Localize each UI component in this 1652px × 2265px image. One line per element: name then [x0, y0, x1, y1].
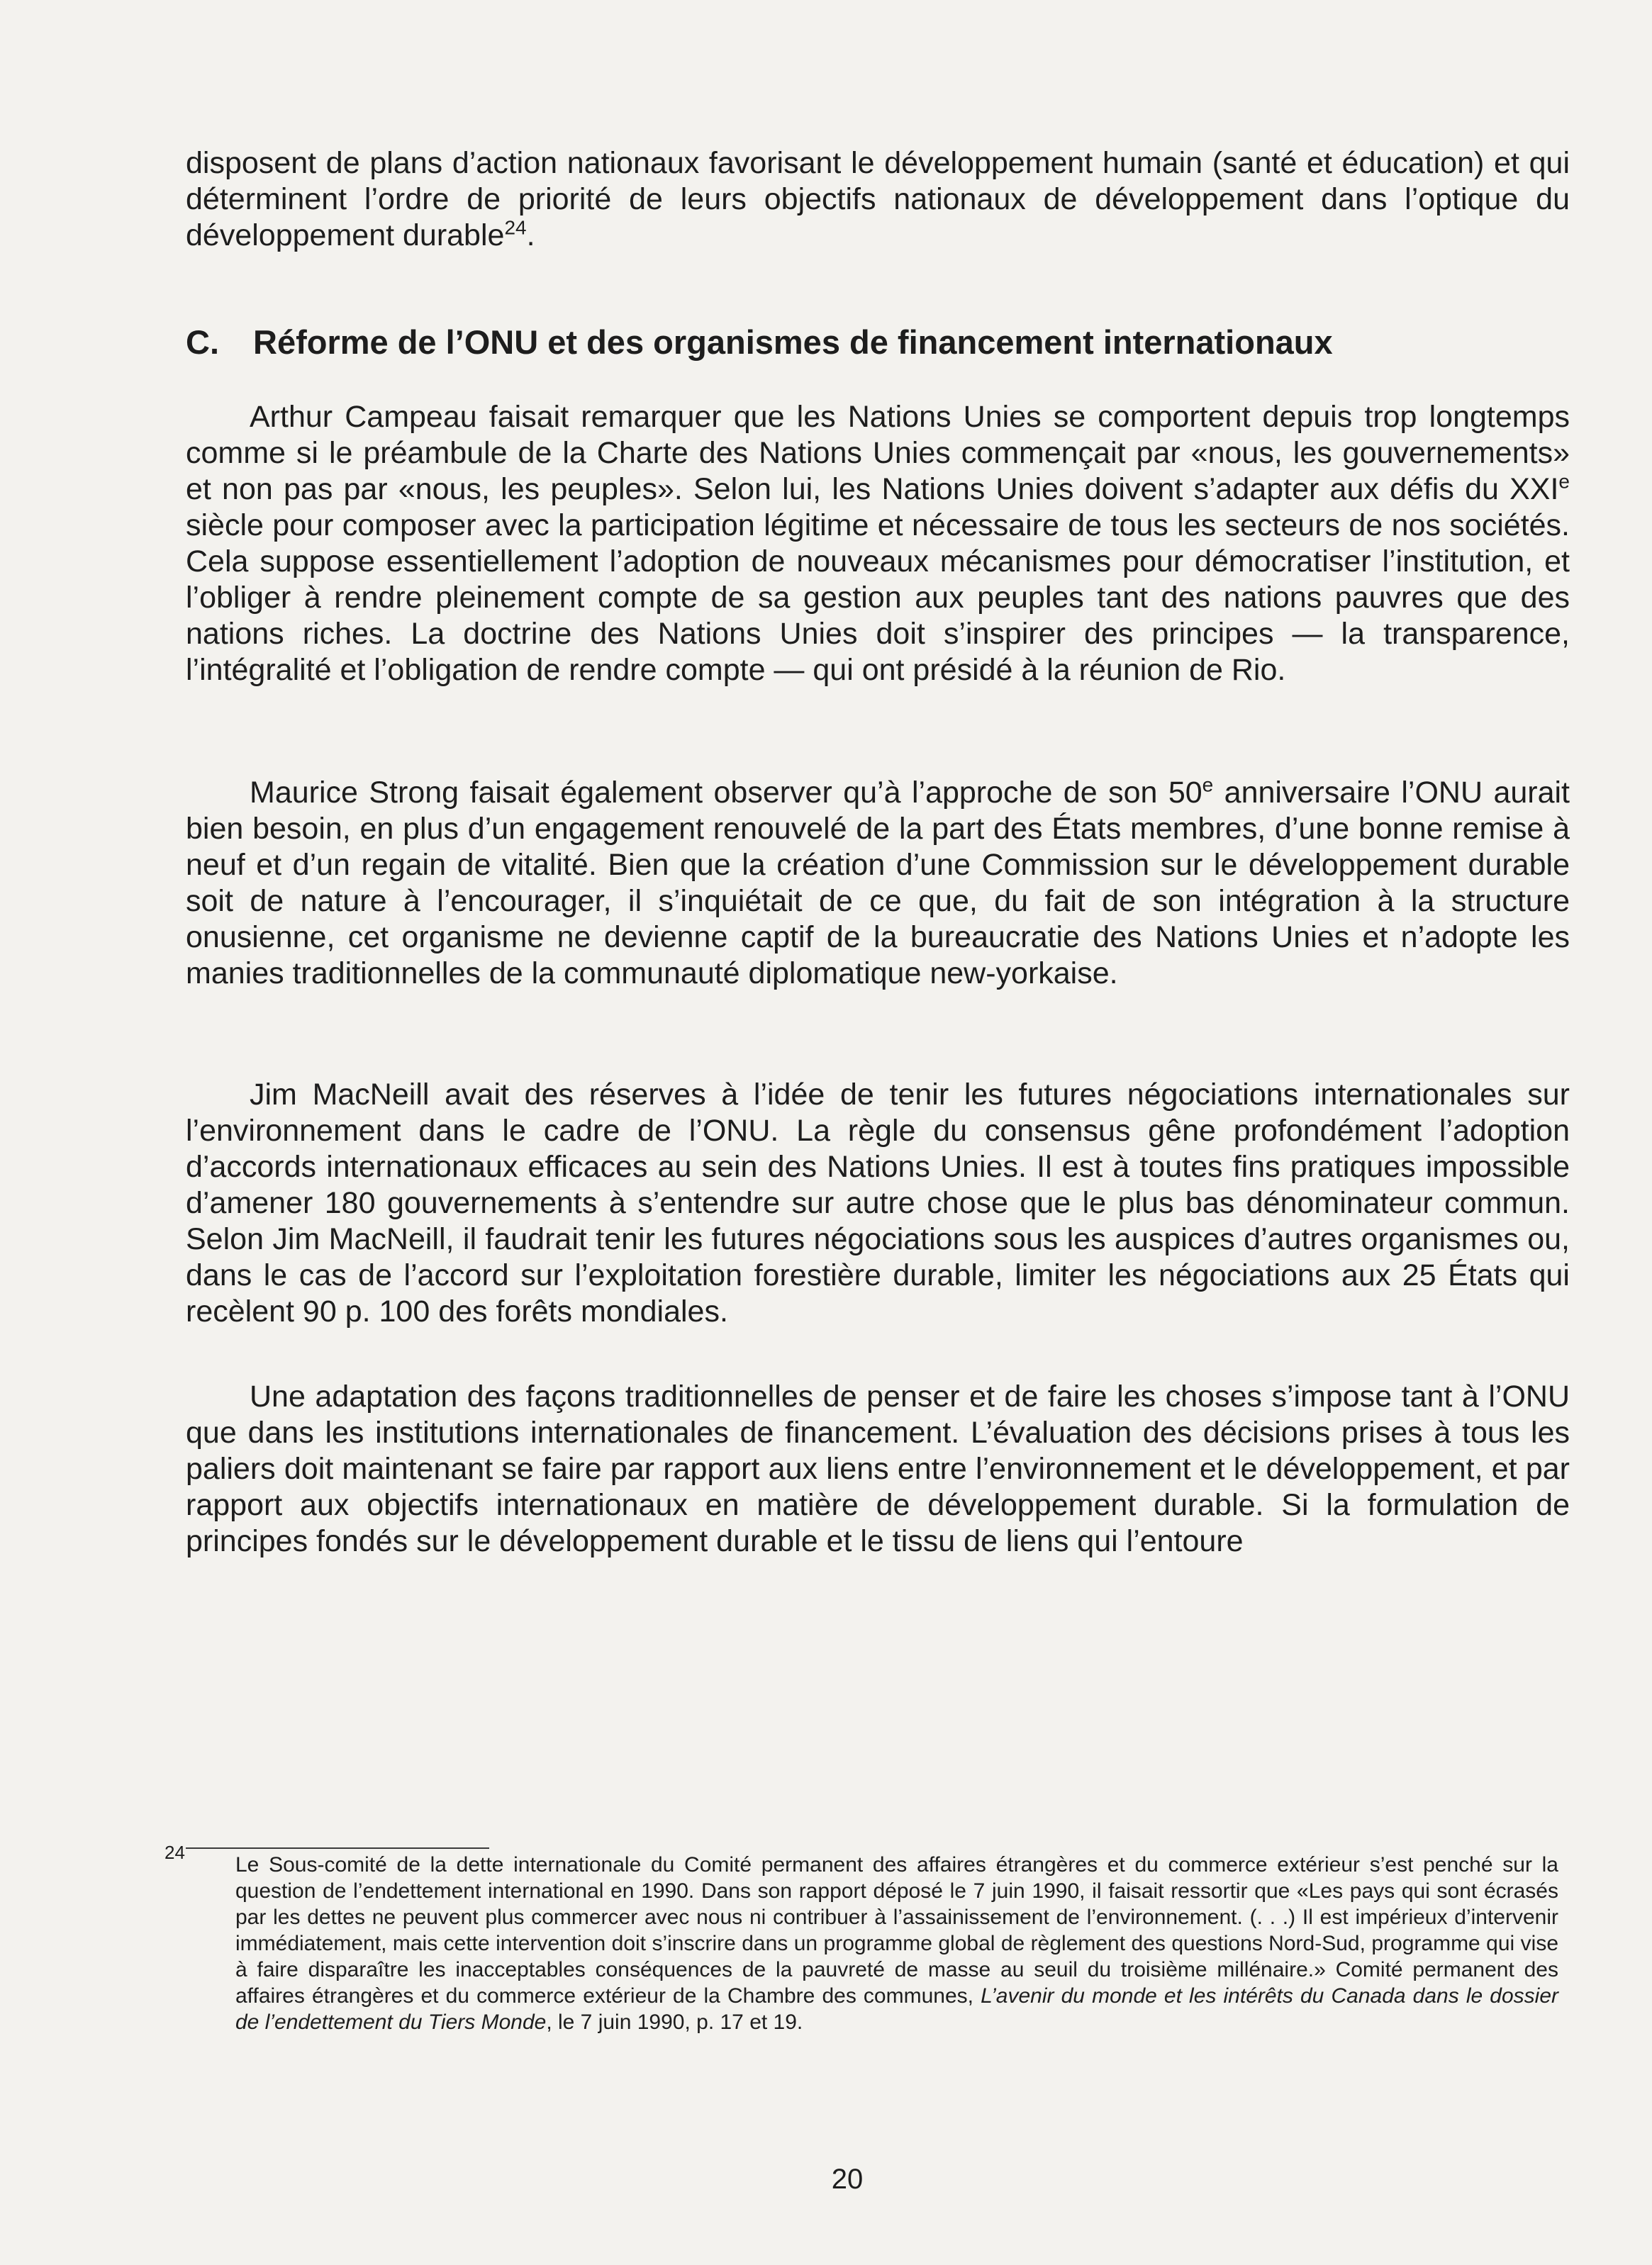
section-letter: C. [186, 323, 219, 361]
paragraph-adaptation: Une adaptation des façons traditionnelles de penser et de faire les choses s’impose tant à l’ONU que dans les institutions internationales de financement. L’évaluation des décisions prises à tous les paliers doit maintenant se faire par rapport aux liens entre l’environnement et le développement, et par rapport aux objectifs internationaux en matière de développement durable. Si la formulation de principes fondés sur le développement durable et le tissu de liens qui l’entoure [186, 1380, 1570, 1558]
paragraph-strong-part1: Maurice Strong faisait également observer qu’à l’approche de son 50 [250, 776, 1202, 810]
paragraph-intro-text: disposent de plans d’action nationaux favorisant le développement humain (santé et éducation) et qui déterminent l’ordre de priorité de leurs objectifs nationaux de développement dans l’optique du développement durable [186, 146, 1570, 252]
paragraph-macneill: Jim MacNeill avait des réserves à l’idée de tenir les futures négociations internationales sur l’environnement dans le cadre de l’ONU. La règle du consensus gêne profondément l’adoption d’accords internationaux efficaces au sein des Nations Unies. Il est à toutes fins pratiques impossible d’amener 180 gouvernements à s’entendre sur autre chose que le plus bas dénominateur commun. Selon Jim MacNeill, il faudrait tenir les futures négociations sous les auspices d’autres organismes ou, dans le cas de l’accord sur l’exploitation forestière durable, limiter les négociations aux 25 États qui recèlent 90 p. 100 des forêts mondiales. [186, 1078, 1570, 1329]
footnote-body: Le Sous-comité de la dette internationale du Comité permanent des affaires étrangères et du commerce extérieur s’est penché sur la question de l’endettement international en 1990. Dans son rapport déposé le 7 juin 1990, il faisait ressortir que «Les pays qui sont écrasés par les dettes ne peuvent plus commercer avec nous ni contribuer à l’assainissement de l’environnement. (. . .) Il est impérieux d’intervenir immédiatement, mais cette intervention doit s’inscrire dans un programme global de règlement des questions Nord-Sud, programme qui vise à faire disparaître les inacceptables conséquences de la pauvreté de masse au seuil du troisième millénaire.» Comité permanent des affaires étrangères et du commerce extérieur de la Chambre des communes, [235, 1853, 1558, 2008]
footnote-text [235, 1852, 1558, 2035]
footnote-divider [186, 1847, 489, 1849]
paragraph-intro [186, 145, 1570, 254]
section-title: Réforme de l’ONU et des organismes de financement internationaux [253, 323, 1333, 361]
page-number: 20 [831, 2164, 864, 2195]
section-heading [186, 323, 1570, 362]
footnote-reference: 24 [504, 216, 527, 239]
anniversary-superscript: e [1202, 773, 1214, 796]
paragraph-strong-part2: anniversaire l’ONU aurait bien besoin, en plus d’un engagement renouvelé de la part des États membres, d’une bonne remise à neuf et d’un regain de vitalité. Bien que la création d’une Commission sur le développement durable soit de nature à l’encourager, il s’inquiétait de ce que, du fait de son intégration à la structure onusienne, cet organisme ne devienne captif de la bureaucratie des Nations Unies et n’adopte les manies traditionnelles de la communauté diplomatique new-yorkaise. [186, 776, 1570, 990]
paragraph-campeau-part1: Arthur Campeau faisait remarquer que les Nations Unies se comportent depuis trop longtemps comme si le préambule de la Charte des Nations Unies commençait par «nous, les gouvernements» et non pas par «nous, les peuples». Selon lui, les Nations Unies doivent s’adapter aux défis du XXI [186, 400, 1570, 506]
footnote-citation-title: L’avenir du monde et les intérêts du Canada dans le dossier de l’endettement du Tiers Monde [235, 1984, 1559, 2034]
paragraph-intro-end: . [526, 218, 535, 252]
footnote-citation-end: , le 7 juin 1990, p. 17 et 19. [546, 2010, 803, 2034]
paragraph-campeau-part2: siècle pour composer avec la participation légitime et nécessaire de tous les secteurs de nos sociétés. Cela suppose essentiellement l’adoption de nouveaux mécanismes pour démocratiser l’institution, et l’obliger à rendre pleinement compte de sa gestion aux peuples tant des nations pauvres que des nations riches. La doctrine des Nations Unies doit s’inspirer des principes — la transparence, l’intégralité et l’obligation de rendre compte — qui ont présidé à la réunion de Rio. [186, 508, 1570, 687]
paragraph-strong [186, 775, 1570, 992]
century-superscript: e [1558, 470, 1570, 493]
paragraph-campeau [186, 399, 1570, 688]
footnote-number: 24 [164, 1842, 185, 1863]
